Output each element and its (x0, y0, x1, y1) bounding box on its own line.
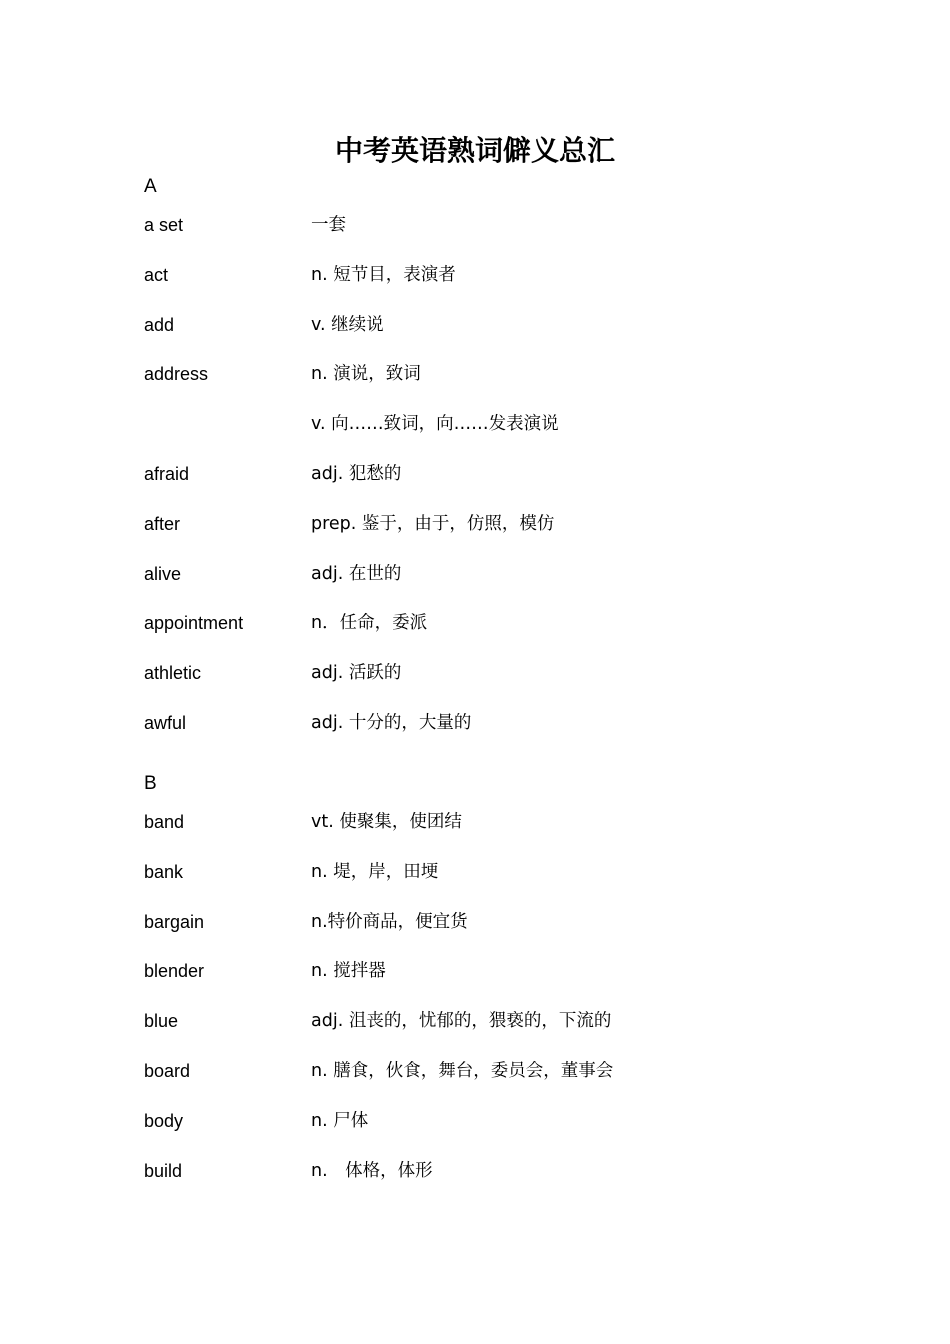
entry-word: address (144, 364, 209, 385)
entry-meaning: n.特价商品，便宜货 (311, 911, 468, 932)
entry-meaning: n．任命，委派 (311, 613, 428, 634)
entry-word: awful (144, 712, 187, 733)
entry-word (144, 399, 311, 411)
entry-meaning: v. 继续说 (311, 314, 384, 335)
entry-word: add (144, 314, 175, 335)
list-item (144, 897, 844, 947)
list-item (144, 300, 844, 350)
list-item (144, 996, 844, 1046)
entry-meaning: n. 演说，致词 (311, 364, 421, 385)
list-item (144, 200, 844, 250)
section-a (144, 174, 844, 748)
list-item (144, 946, 844, 996)
list-item (144, 797, 844, 847)
entry-word: blender (144, 961, 205, 982)
entry-meaning: adj. 十分的，大量的 (311, 712, 472, 733)
entry-meaning: adj. 沮丧的，忧郁的，猥亵的，下流的 (311, 1011, 612, 1032)
entry-meaning: adj. 犯愁的 (311, 463, 402, 484)
entry-meaning: n. 体格，体形 (311, 1160, 433, 1181)
entry-meaning: vt. 使聚集，使团结 (311, 812, 462, 832)
section-b (144, 771, 844, 1195)
list-item (144, 698, 844, 748)
entry-meaning: n. 膳食，伙食，舞台，委员会，董事会 (311, 1060, 614, 1081)
entry-meaning: 一套 (311, 215, 346, 235)
entry-word: body (144, 1110, 184, 1131)
list-item (144, 648, 844, 698)
entry-word: after (144, 513, 181, 534)
list-item (144, 499, 844, 549)
entry-meaning: n. 搅拌器 (311, 961, 386, 982)
list-item (144, 349, 844, 399)
list-item (144, 549, 844, 599)
entry-meaning: n. 尸体 (311, 1110, 369, 1131)
list-item (144, 449, 844, 499)
entry-meaning: n. 短节目，表演者 (311, 264, 456, 285)
entry-word: alive (144, 563, 182, 584)
entry-word: bank (144, 861, 184, 882)
list-item (144, 1046, 844, 1096)
list-item (144, 399, 844, 449)
section-letter: B (144, 773, 157, 794)
entry-word: board (144, 1060, 191, 1081)
list-item (144, 1146, 844, 1196)
entry-word: athletic (144, 663, 202, 684)
page-title: 中考英语熟词僻义总汇 (334, 134, 615, 167)
list-item (144, 847, 844, 897)
entry-word: band (144, 812, 185, 832)
entry-word: afraid (144, 463, 190, 484)
entry-word: appointment (144, 613, 244, 634)
entry-meaning: v. 向……致词，向……发表演说 (311, 414, 559, 435)
entry-word: blue (144, 1011, 179, 1032)
list-item (144, 250, 844, 300)
entry-word: bargain (144, 911, 205, 932)
entry-meaning: prep. 鉴于，由于，仿照，模仿 (311, 513, 555, 534)
entry-meaning: n. 堤，岸，田埂 (311, 861, 439, 882)
entry-meaning: adj. 活跃的 (311, 663, 402, 684)
section-letter: A (144, 176, 157, 197)
entry-word: build (144, 1160, 183, 1181)
list-item (144, 1096, 844, 1146)
list-item (144, 598, 844, 648)
entry-word: act (144, 264, 169, 285)
entry-word: a set (144, 215, 184, 235)
entry-meaning: adj. 在世的 (311, 563, 402, 584)
